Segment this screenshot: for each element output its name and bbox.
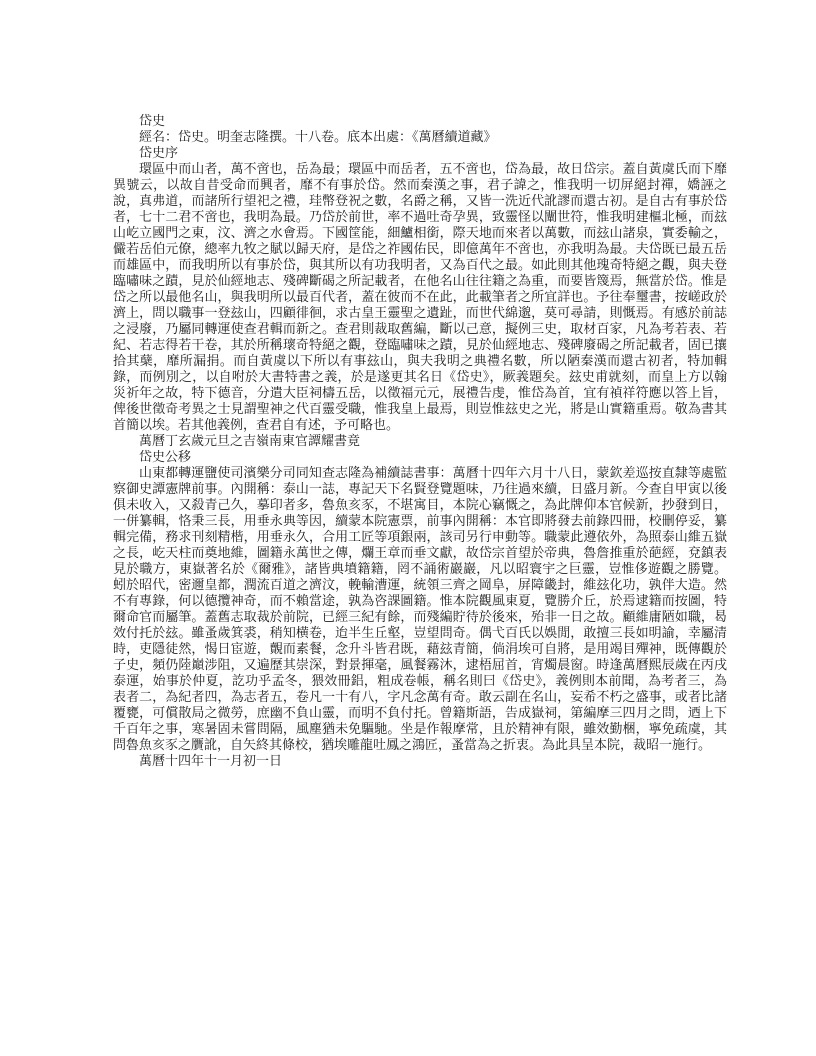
preface-body: 環區中而山者，萬不啻也，岳為最；環區中而岳者，五不啻也，岱為最，故日岱宗。蓋自黃虞氏而下靡異號云，以故自昔受命而興者，靡不有事於岱。然而秦漢之事，君子諱之，惟我明一切屏絕封禪，嬌誣之說，真弗道，而諸所行望祀之禮，珪幣登祝之數，名爵之稱，又皆一洗近代訛謬而還古初。是自古有事於岱者，七十二君不啻也，我明為最。乃岱於前世，率不過吐奇孕異，致靈怪以闡世符，惟我明建樞北極，而玆山屹立國門之東，汶、濟之水會焉。下國筐能，細鱸相銜，際天地而來者以萬數，而玆山諸泉，實委輸之，儼若岳伯元僚，總率九牧之賦以歸天府，是岱之祚國佑民，即億萬年不啻也，亦我明為最。夫岱既已最五岳而雄區中，而我明所以有事於岱，與其所以有功我明者，又為百代之最。如此則其他瑰奇特絕之觀，與夫登臨嘯味之蹟，見於仙經地志、殘碑斷碣之所記載者，在他名山往往籍之為重，而要皆篾焉，無當於岱。惟是岱之所以最他名山，與我明所以最百代者，蓋在彼而不在此，此載筆者之所宜詳也。予往奉璽書，按嵯政於濟上，問以職事一登玆山，四顧徘徊，求古皇王靈聖之遺趾，而世代綿邈，莫可尋請，則慨焉。有感於前誌之浸廢，乃屬同轉運使查君輯而新之。查君則裁取舊編，斷以己意，擬例三史，取材百家，凡為考若表、若紀、若志得若干卷，其於所稱瓌奇特絕之觀，登臨嘯味之蹟，見於仙經地志、殘碑廢碣之所記載者，固已攘拾其蘖，靡所漏捐。而自黃虞以下所以有事玆山，與夫我明之典禮名數，所以陋秦漢而還古初者，特加輯錄，而例別之，以自咐於大書特書之義，於是遂更其名日《岱史》，厥義題矣。玆史甫就刻，而皇上方以翰災祈年之故，特下德音，分遣大臣祠檮五岳，以徵福元元，展禮告虔，惟岱為首，宜有禎祥符應以答上旨，俾後世徵奇考異之士見謂聖神之代百靈受職，惟我皇上最焉，則豈惟玆史之光，將是山實籍重焉。敬為書其首簡以埃。若其他義例，查君自有述，予可略也。: [113, 162, 727, 433]
date-line: 萬曆十四年十一月初一日: [139, 754, 283, 769]
doc-title: 岱史: [139, 114, 166, 129]
gongyi-heading: 岱史公移: [139, 450, 192, 465]
preface-colophon: 萬曆丁玄歲元旦之吉嶺南東官譚耀書竟: [139, 434, 361, 449]
document-page: [113, 114, 727, 770]
preface-heading: 岱史序: [139, 146, 179, 161]
edition-line: 經名：岱史。明奎志隆撰。十八卷。底本出處：《萬曆續道藏》: [139, 130, 497, 145]
gongyi-body: 山東都轉運鹽使司濱樂分司同知查志隆為補續誌書事：萬曆十四年六月十八日，蒙欽差巡按直隸等處監察御史譚憲牌前事。內開稱：泰山一誌，專記天下名賢登覽題味，乃往過來續，日盛月新。今查自甲寅以後俱未收入，又殺青己久，摹印者多，魯魚亥豕，不堪寓目，本院心竊慨之，為此牌仰本官候新，抄發到日，一併纂輯，恪秉三長，用垂永典等因，續蒙本院憲票，前事內開稱：本官即將發去前錄四冊，校刪停妥，纂輯完備，務求刊刻精楷，用垂永久，合用工匠等項銀兩，該司另行申動等。職蒙此遵依外，為照泰山維五嶽之長，屹天柱而奠地維，圖籍永萬世之傳，爛王章而垂文獻，故岱宗首望於帝典，魯詹推重於葩經，兗鎮表見於職方，東嶽著名於《爾雅》，諸皆典墳籍籍，罔不誦術巖巖，凡以昭寰宇之巨靈，豈惟侈遊觀之勝覽。蚓於昭代，密邇皇都，潤流百道之濟汶，輓輸漕運，統領三齊之岡阜，屏障畿封，維玆化功，孰伴大造。然不有專錄，何以德攬神奇，而不賴當途，孰為咨課圖籍。惟本院觀風東夏，覽勝介丘，於焉逮籍而按圖，特爾命官而屬筆。蓋舊志取裁於前院，已經三紀有餘，而殘編貯待於後來，殆非一日之故。顧維庸陋如職，曷效付托於玆。雖蚤歲箕裘，稍知横卷，迨半生丘壑，豈望問奇。偶弋百氏以娛閒，敢擅三長如明諭，幸屬清時，吏隱徒然，愒日宦遊，覿而素餐，念升斗皆君既，藉玆青簡，倘涓埃可自將，是用竭目殫神，既傳觀於子史，頻仍陸巔涉阻，又遍歷其崇深，對景揮毫，風餐霧沐，逮梧屈首，宵燭晨窗。時逢萬曆熙辰歲在丙戌泰運，始事於仲夏，訖功乎孟冬，猥效冊鋁，粗成卷帳，稱名則曰《岱史》，義例則本前聞，為考者三，為表者二，為紀者四，為志者五，卷凡一十有八，字凡念萬有奇。敢云副在名山，妄希不朽之盛事，或者比諸覆甕，可償散局之微勞，庶幽不負山靈，而明不負付托。曾籍斯語，告成嶽祠，第編摩三四月之問，迺上下千百年之事，寒暑固未嘗問隔，風塵猶未免驅馳。坐是作報摩常，且於精神有限，雖效勤梱，寧免疏虞，其問魯魚亥豕之贋訛，自矢終其條校，猶埃雕龍吐鳳之鴻匠，蚤當為之折衷。為此具呈本院，裁昭一施行。: [113, 466, 727, 753]
